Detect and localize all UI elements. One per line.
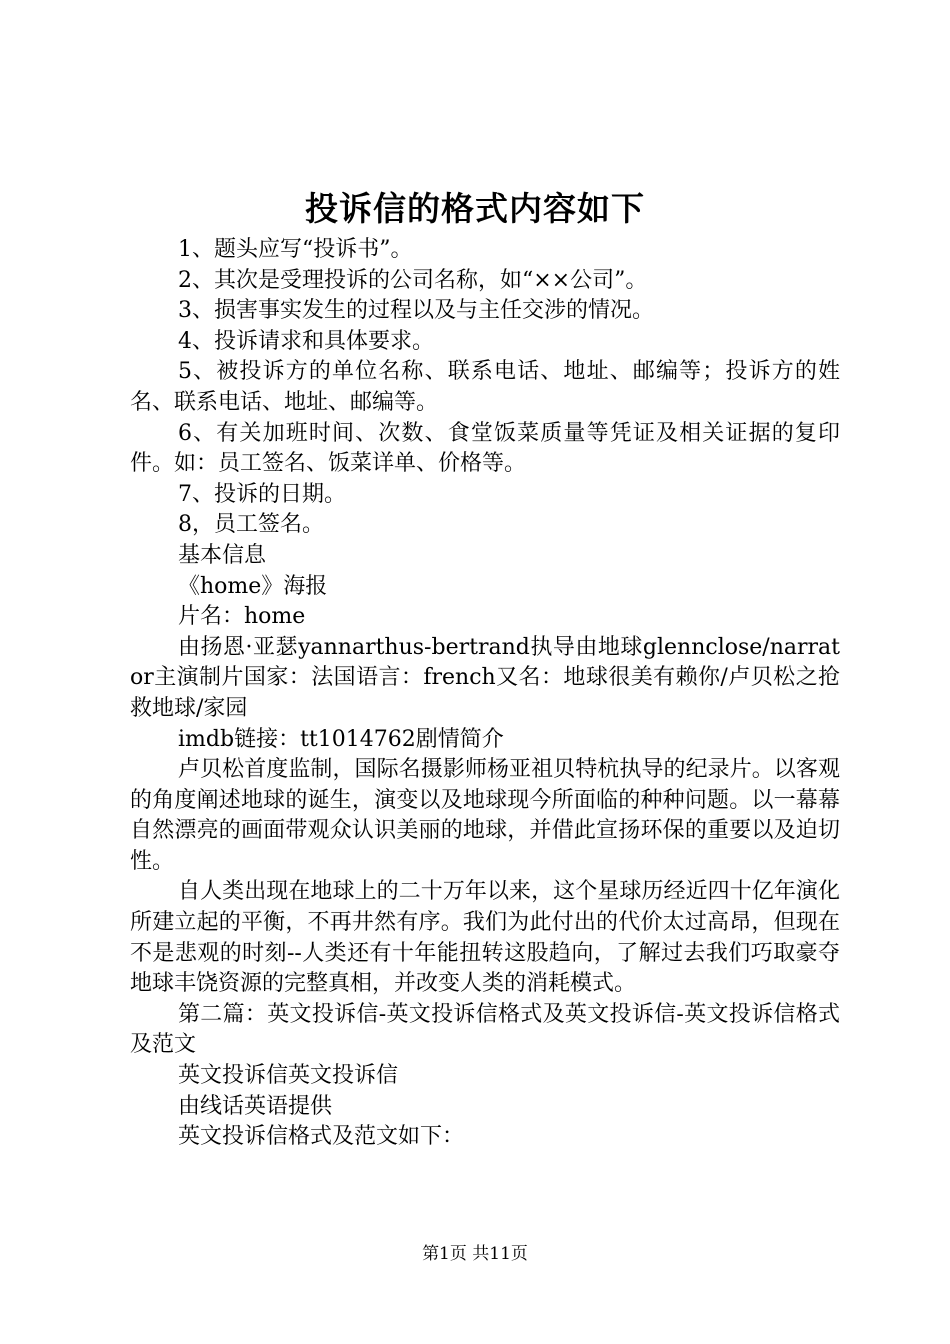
paragraph: 2、其次是受理投诉的公司名称，如“××公司”。 bbox=[178, 267, 648, 293]
paragraph: 由扬恩·亚瑟yannarthus-bertrand执导由地球glennclose/narrator主演制片国家：法国语言：french又名：地球很美有赖你/卢贝松之抢救地球/家园 bbox=[130, 634, 840, 721]
paragraph: 6、有关加班时间、次数、食堂饭菜质量等凭证及相关证据的复印件。如：员工签名、饭菜详单、价格等。 bbox=[130, 420, 840, 477]
paragraph: 自人类出现在地球上的二十万年以来，这个星球历经近四十亿年演化所建立起的平衡，不再井然有序。我们为此付出的代价太过高昂，但现在不是悲观的时刻--人类还有十年能扭转这股趋向，了解过去我们巧取豪夺地球丰饶资源的完整真相，并改变人类的消耗模式。 bbox=[130, 879, 840, 997]
document-body bbox=[130, 235, 840, 1153]
paragraph: 8，员工签名。 bbox=[178, 512, 324, 538]
paragraph: 1、题头应写“投诉书”。 bbox=[178, 237, 413, 262]
paragraph: 5、被投诉方的单位名称、联系电话、地址、邮编等；投诉方的姓名、联系电话、地址、邮编等。 bbox=[130, 359, 840, 415]
paragraph: imdb链接：tt1014762剧情简介 bbox=[178, 726, 504, 752]
paragraph: 第二篇：英文投诉信-英文投诉信格式及英文投诉信-英文投诉信格式及范文 bbox=[130, 1001, 840, 1058]
document-title: 投诉信的格式内容如下 bbox=[305, 189, 645, 228]
page-footer: 第1页 共11页 bbox=[422, 1244, 528, 1264]
paragraph: 英文投诉信英文投诉信 bbox=[178, 1063, 399, 1089]
paragraph: 《home》海报 bbox=[178, 573, 328, 599]
paragraph: 基本信息 bbox=[178, 542, 267, 568]
paragraph: 片名：home bbox=[178, 604, 306, 630]
paragraph: 由线话英语提供 bbox=[178, 1093, 333, 1119]
paragraph: 英文投诉信格式及范文如下： bbox=[178, 1124, 465, 1150]
paragraph: 4、投诉请求和具体要求。 bbox=[178, 328, 434, 354]
paragraph: 3、损害事实发生的过程以及与主任交涉的情况。 bbox=[178, 298, 654, 324]
paragraph: 7、投诉的日期。 bbox=[178, 481, 346, 507]
paragraph: 卢贝松首度监制，国际名摄影师杨亚祖贝特杭执导的纪录片。以客观的角度阐述地球的诞生，演变以及地球现今所面临的种种问题。以一幕幕自然漂亮的画面带观众认识美丽的地球，并借此宣扬环保的重要以及迫切性。 bbox=[130, 757, 840, 874]
